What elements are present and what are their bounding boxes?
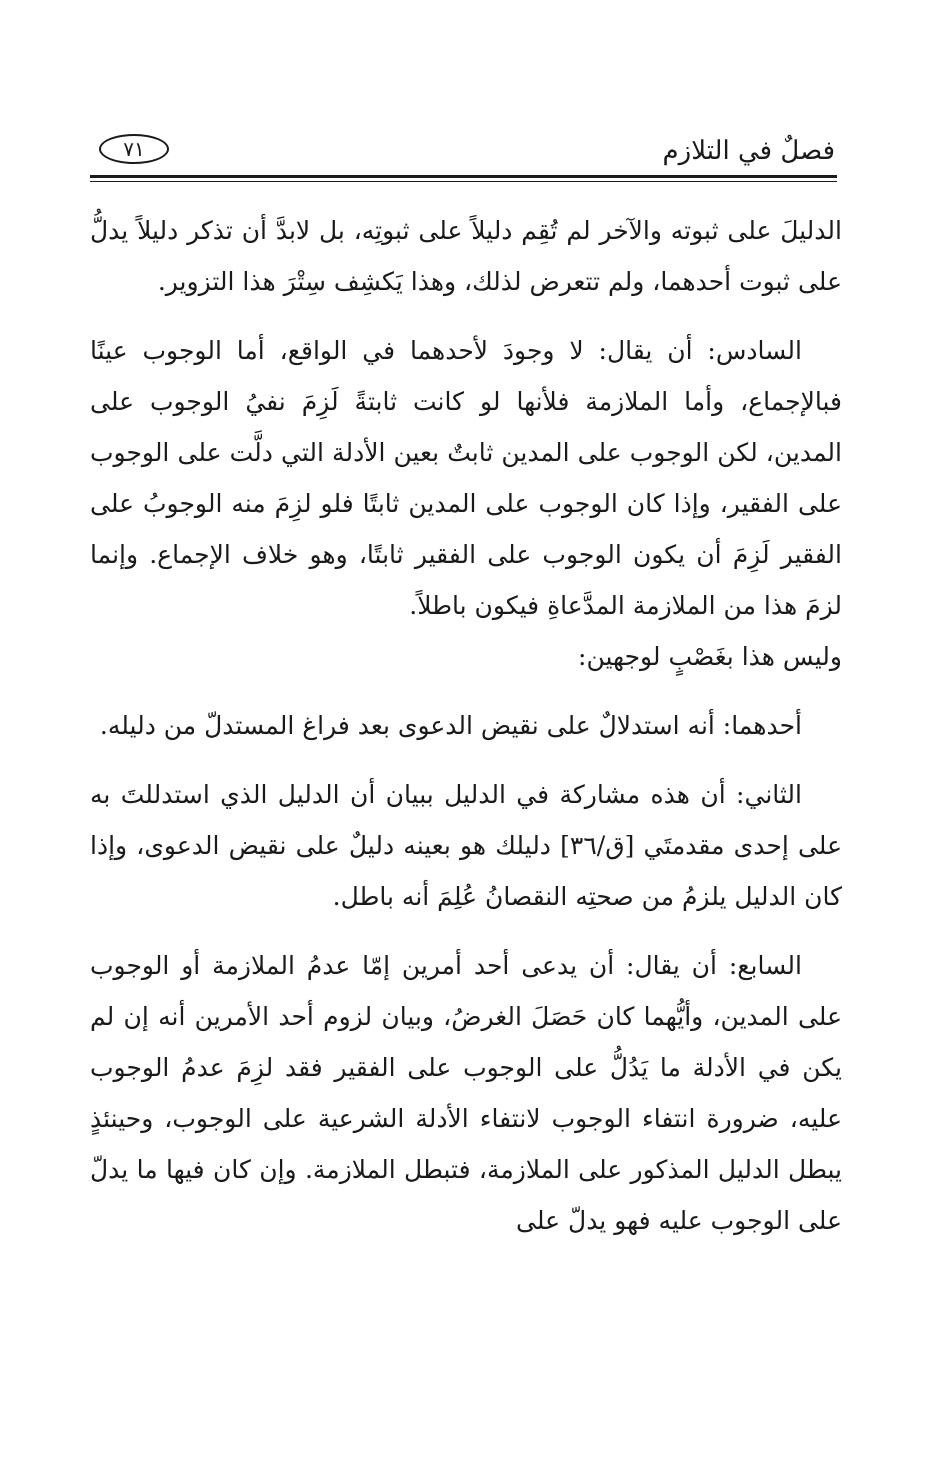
paragraph-sixth: السادس: أن يقال: لا وجودَ لأحدهما في الواقع، أما الوجوب عينًا فبالإجماع، وأما الملازمة فلأنها لو كانت ثابتةً لَزِمَ نفيُ الوجوب على المدين، لكن الوجوب على المدين ثابتٌ بعين الأدلة التي دلَّت على الوجوب على الفقير، وإذا كان الوجوب على المدين ثابتًا فلو لزِمَ منه الوجوبُ على الفقير لَزِمَ أن يكون الوجوب على الفقير ثابتًا، وهو خلاف الإجماع. وإنما لزمَ هذا من الملازمة المدَّعاةِ فيكون باطلاً. [90, 336, 842, 620]
page-header [95, 128, 835, 172]
page-number-badge: ٧١ [99, 134, 169, 164]
paragraph-first-reason: أحدهما: أنه استدلالٌ على نقيض الدعوى بعد فراغ المستدلّ من دليله. [99, 711, 802, 740]
body-text [90, 205, 842, 1246]
paragraph-not-usurpation: وليس هذا بغَصْبٍ لوجهين: [578, 642, 842, 671]
running-title: فصلٌ في التلازم [662, 136, 835, 166]
header-rule [90, 175, 837, 178]
paragraph-continuation: الدليلَ على ثبوته والآخر لم تُقِم دليلاً على ثبوتِه، بل لابدَّ أن تذكر دليلاً يدلُّ على ثبوت أحدهما، ولم تتعرض لذلك، وهذا يَكشِف سِتْرَ هذا التزوير. [90, 216, 842, 296]
header-rule-thin [90, 181, 837, 182]
paragraph-second-reason: الثاني: أن هذه مشاركة في الدليل ببيان أن الدليل الذي استدللتَ به على إحدى مقدمتَي [ق/٣٦] دليلك هو بعينه دليلٌ على نقيض الدعوى، وإذا كان الدليل يلزمُ من صحتِه النقصانُ عُلِمَ أنه باطل. [90, 780, 842, 911]
paragraph-seventh: السابع: أن يقال: أن يدعى أحد أمرين إمّا عدمُ الملازمة أو الوجوب على المدين، وأيُّهما كان حَصَلَ الغرضُ، وبيان لزوم أحد الأمرين أنه إن لم يكن في الأدلة ما يَدُلُّ على الوجوب على الفقير فقد لزِمَ عدمُ الوجوب عليه، ضرورة انتفاء الوجوب لانتفاء الأدلة الشرعية على الوجوب، وحينئذٍ يبطل الدليل المذكور على الملازمة، فتبطل الملازمة. وإن كان فيها ما يدلّ على الوجوب عليه فهو يدلّ على [90, 951, 842, 1235]
